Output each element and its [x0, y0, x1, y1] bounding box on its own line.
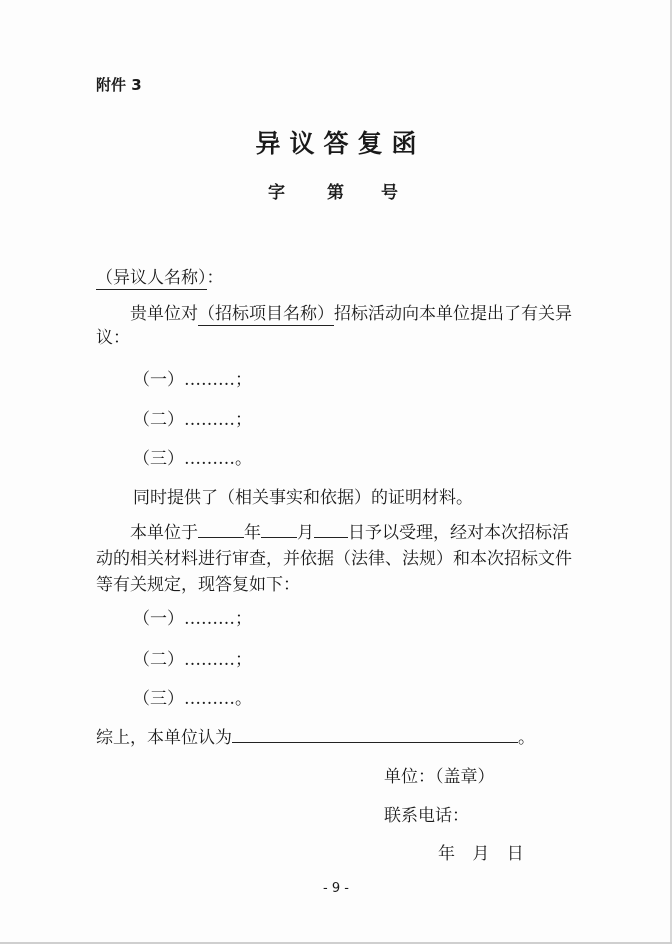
signature-date: 年 月 日	[438, 844, 524, 864]
conclusion-pre: 综上，本单位认为	[96, 728, 232, 748]
conclusion-end: 。	[518, 728, 535, 748]
addressee-name: （异议人名称）	[96, 268, 207, 288]
document-title: 异议答复函	[255, 129, 426, 158]
blank-year	[198, 520, 244, 538]
objection-item-1: （一）………；	[133, 370, 252, 390]
ref-zi: 字	[268, 183, 285, 203]
addressee-colon: ：	[206, 268, 224, 288]
objection-item-2: （二）………；	[133, 410, 252, 430]
objection-item-3: （三）………。	[133, 449, 252, 469]
paragraph-acceptance	[96, 520, 578, 598]
page-number: - 9 -	[323, 881, 349, 896]
para1-pre: 贵单位对	[130, 304, 198, 324]
paragraph-objection	[96, 302, 578, 350]
para3-pre: 本单位于	[130, 523, 198, 543]
project-name: （招标项目名称）	[198, 304, 334, 324]
para1-post: 招标活动向本单位提出了有关异议：	[96, 304, 572, 348]
blank-month	[261, 520, 297, 538]
paragraph-evidence: 同时提供了（相关事实和依据）的证明材料。	[133, 488, 473, 508]
signature-unit: 单位：（盖章）	[384, 767, 495, 787]
label-year: 年	[244, 523, 261, 543]
conclusion-line	[96, 723, 535, 748]
reply-item-3: （三）………。	[133, 689, 252, 709]
signature-phone: 联系电话：	[384, 806, 469, 826]
ref-hao: 号	[381, 183, 398, 203]
blank-day	[314, 520, 348, 538]
para3-post: 日予以受理，经对本次招标活动的相关材料进行审查，并依据（法律、法规）和本次招标文件等有关规定，现答复如下：	[96, 523, 572, 595]
blank-conclusion	[232, 725, 518, 743]
addressee-line	[96, 263, 224, 288]
reply-item-1: （一）………；	[133, 609, 252, 629]
label-month: 月	[297, 523, 314, 543]
reply-item-2: （二）………；	[133, 650, 252, 670]
ref-di: 第	[327, 183, 344, 203]
attachment-label: 附件 3	[96, 76, 142, 94]
